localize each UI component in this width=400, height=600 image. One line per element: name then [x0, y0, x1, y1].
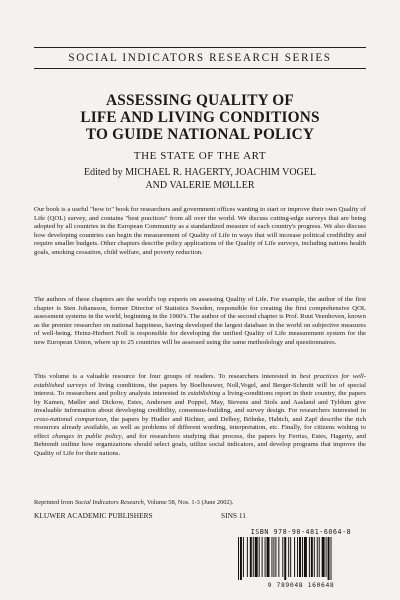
book-title	[40, 92, 360, 143]
barcode-bar	[284, 537, 286, 580]
barcode-bar	[253, 537, 254, 577]
barcode-bar	[247, 537, 248, 577]
paragraph-text: of living conditions, the papers by Boelhouwer, Noll,Vogel, and Berger-Schmitt will be of special interest. To researchers and policy analysts interested in	[34, 381, 366, 397]
barcode-bar	[273, 537, 274, 577]
editors-line: AND VALERIE MØLLER	[145, 179, 255, 191]
reprint-suffix: , Volume 58, Nos. 1-3 (June 2002).	[143, 499, 234, 506]
barcode-bar	[267, 537, 270, 577]
barcode-bar	[311, 537, 313, 577]
publisher-name: KLUWER ACADEMIC PUBLISHERS	[34, 511, 153, 520]
barcode-bar	[275, 537, 276, 577]
reprint-journal: Social Indicators Research	[74, 499, 144, 506]
reprint-prefix: Reprinted from	[34, 499, 75, 506]
barcode-bar	[262, 537, 263, 577]
emphasis-text: best practices for well-established surveys	[34, 373, 366, 389]
barcode-bar	[290, 537, 291, 577]
barcode-bar	[278, 537, 279, 577]
series-number: SINS 11	[221, 511, 246, 520]
barcode-bar	[240, 537, 242, 580]
barcode-bar	[282, 537, 283, 577]
barcode-bar	[297, 537, 298, 577]
barcode-block	[236, 528, 366, 590]
barcode-bar	[238, 537, 239, 580]
barcode-bar	[243, 537, 244, 577]
barcode-bar	[314, 537, 315, 577]
barcode-bar	[299, 537, 301, 577]
paragraph-text: , and for researchers studying that process, the papers by Ferriss, Estes, Hagerty, and Behrendt outline how organizations should select goals, utilize social indicators, and develop programs that improve the Quality of Life for their nations.	[34, 432, 366, 457]
top-rule	[34, 47, 366, 48]
paragraph-text: a living-conditions report in their country, the papers by Kamen, Møller and Dickow, Estes, Andersen and Poppel, May, Stevens and Stols and Aasland and Tyldum give invaluable information about developing credibility, consensus-building, and survey design. For researchers interested in	[34, 390, 366, 414]
emphasis-text: cross-national comparison	[34, 415, 107, 423]
barcode-bar	[259, 537, 260, 577]
reprint-note	[34, 499, 233, 506]
barcode-bar	[309, 537, 310, 577]
emphasis-text: changes in public policy	[52, 432, 122, 440]
series-title: SOCIAL INDICATORS RESEARCH SERIES	[68, 52, 332, 64]
editors	[40, 167, 360, 192]
description-paragraph-2: The authors of these chapters are the world's top experts on assessing Quality of Life. For example, the author of the first chapter is Sten Johansson, former Director of Statistics Sweden, responsible for creating the first comprehensive QOL assessment systems in the world, beginning in the 1960's. The author of the second chapter is Prof. Ruut Veenhoven, known as the premier researcher on national happiness, having developed the largest database in the world on subjective measures of well-being. Heinz-Herbert Noll is responsible for developing the unified Quality of Life measurement system for the new European Union, where up to 25 countries will be assessed using the same methodology and questionnaires.	[34, 296, 366, 346]
paragraph-text: , the papers by Hudler and Richter, and Delhey, Böhnke, Habich, and Zapf describe the rich resources already available, as well as problems of different wording, interpretation, etc. Finally, for citizens wishing to effect	[34, 415, 366, 440]
barcode-bar	[302, 537, 303, 577]
book-title-line: ASSESSING QUALITY OF	[106, 92, 294, 109]
barcode-bar	[288, 537, 289, 577]
barcode-bar	[304, 537, 307, 577]
barcode-bar	[331, 537, 332, 580]
barcode-bar	[265, 537, 266, 577]
emphasis-text: establishing	[187, 390, 221, 397]
editors-line: Edited by MICHAEL R. HAGERTY, JOACHIM VOGEL	[84, 167, 316, 178]
paragraph-text: This volume is a valuable resource for four groups of readers. To researchers interested in	[34, 373, 300, 380]
barcode-bar	[322, 537, 325, 577]
barcode-bar	[319, 537, 320, 577]
description-paragraph-1: Our book is a useful "how to" book for researchers and government offices wanting to start or improve their own Quality of Life (QOL) survey, and contains "best practices" from all over the world. We discuss cutting-edge surveys that are being adopted by all countries in the European Community as a standardized measure of each country's progress. We also discuss how developing countries can begin the measurement of Quality of Life in ways that will increase political credibility and require smaller budgets. Other chapters describe policy applications of the Quality of Life surveys, including nations health goals, smoking cessation, child welfare, and poverty reduction.	[34, 206, 366, 256]
barcode-bar	[294, 537, 295, 577]
barcode-bar	[328, 537, 330, 580]
barcode-bar	[317, 537, 318, 577]
barcode-bar	[271, 537, 272, 577]
book-title-line: LIFE AND LIVING CONDITIONS	[80, 109, 320, 126]
barcode-bar	[255, 537, 258, 577]
barcode-icon	[238, 537, 364, 580]
isbn-label: ISBN 978-90-481-6064-8	[250, 528, 352, 536]
series-rule	[34, 68, 366, 69]
book-subtitle: THE STATE OF THE ART	[133, 150, 267, 162]
barcode-bar	[250, 537, 252, 577]
barcode-digits: 9 789048 160648	[267, 581, 335, 589]
description-paragraph-3	[34, 373, 366, 458]
book-title-line: TO GUIDE NATIONAL POLICY	[85, 126, 315, 143]
barcode-bar	[326, 537, 327, 577]
